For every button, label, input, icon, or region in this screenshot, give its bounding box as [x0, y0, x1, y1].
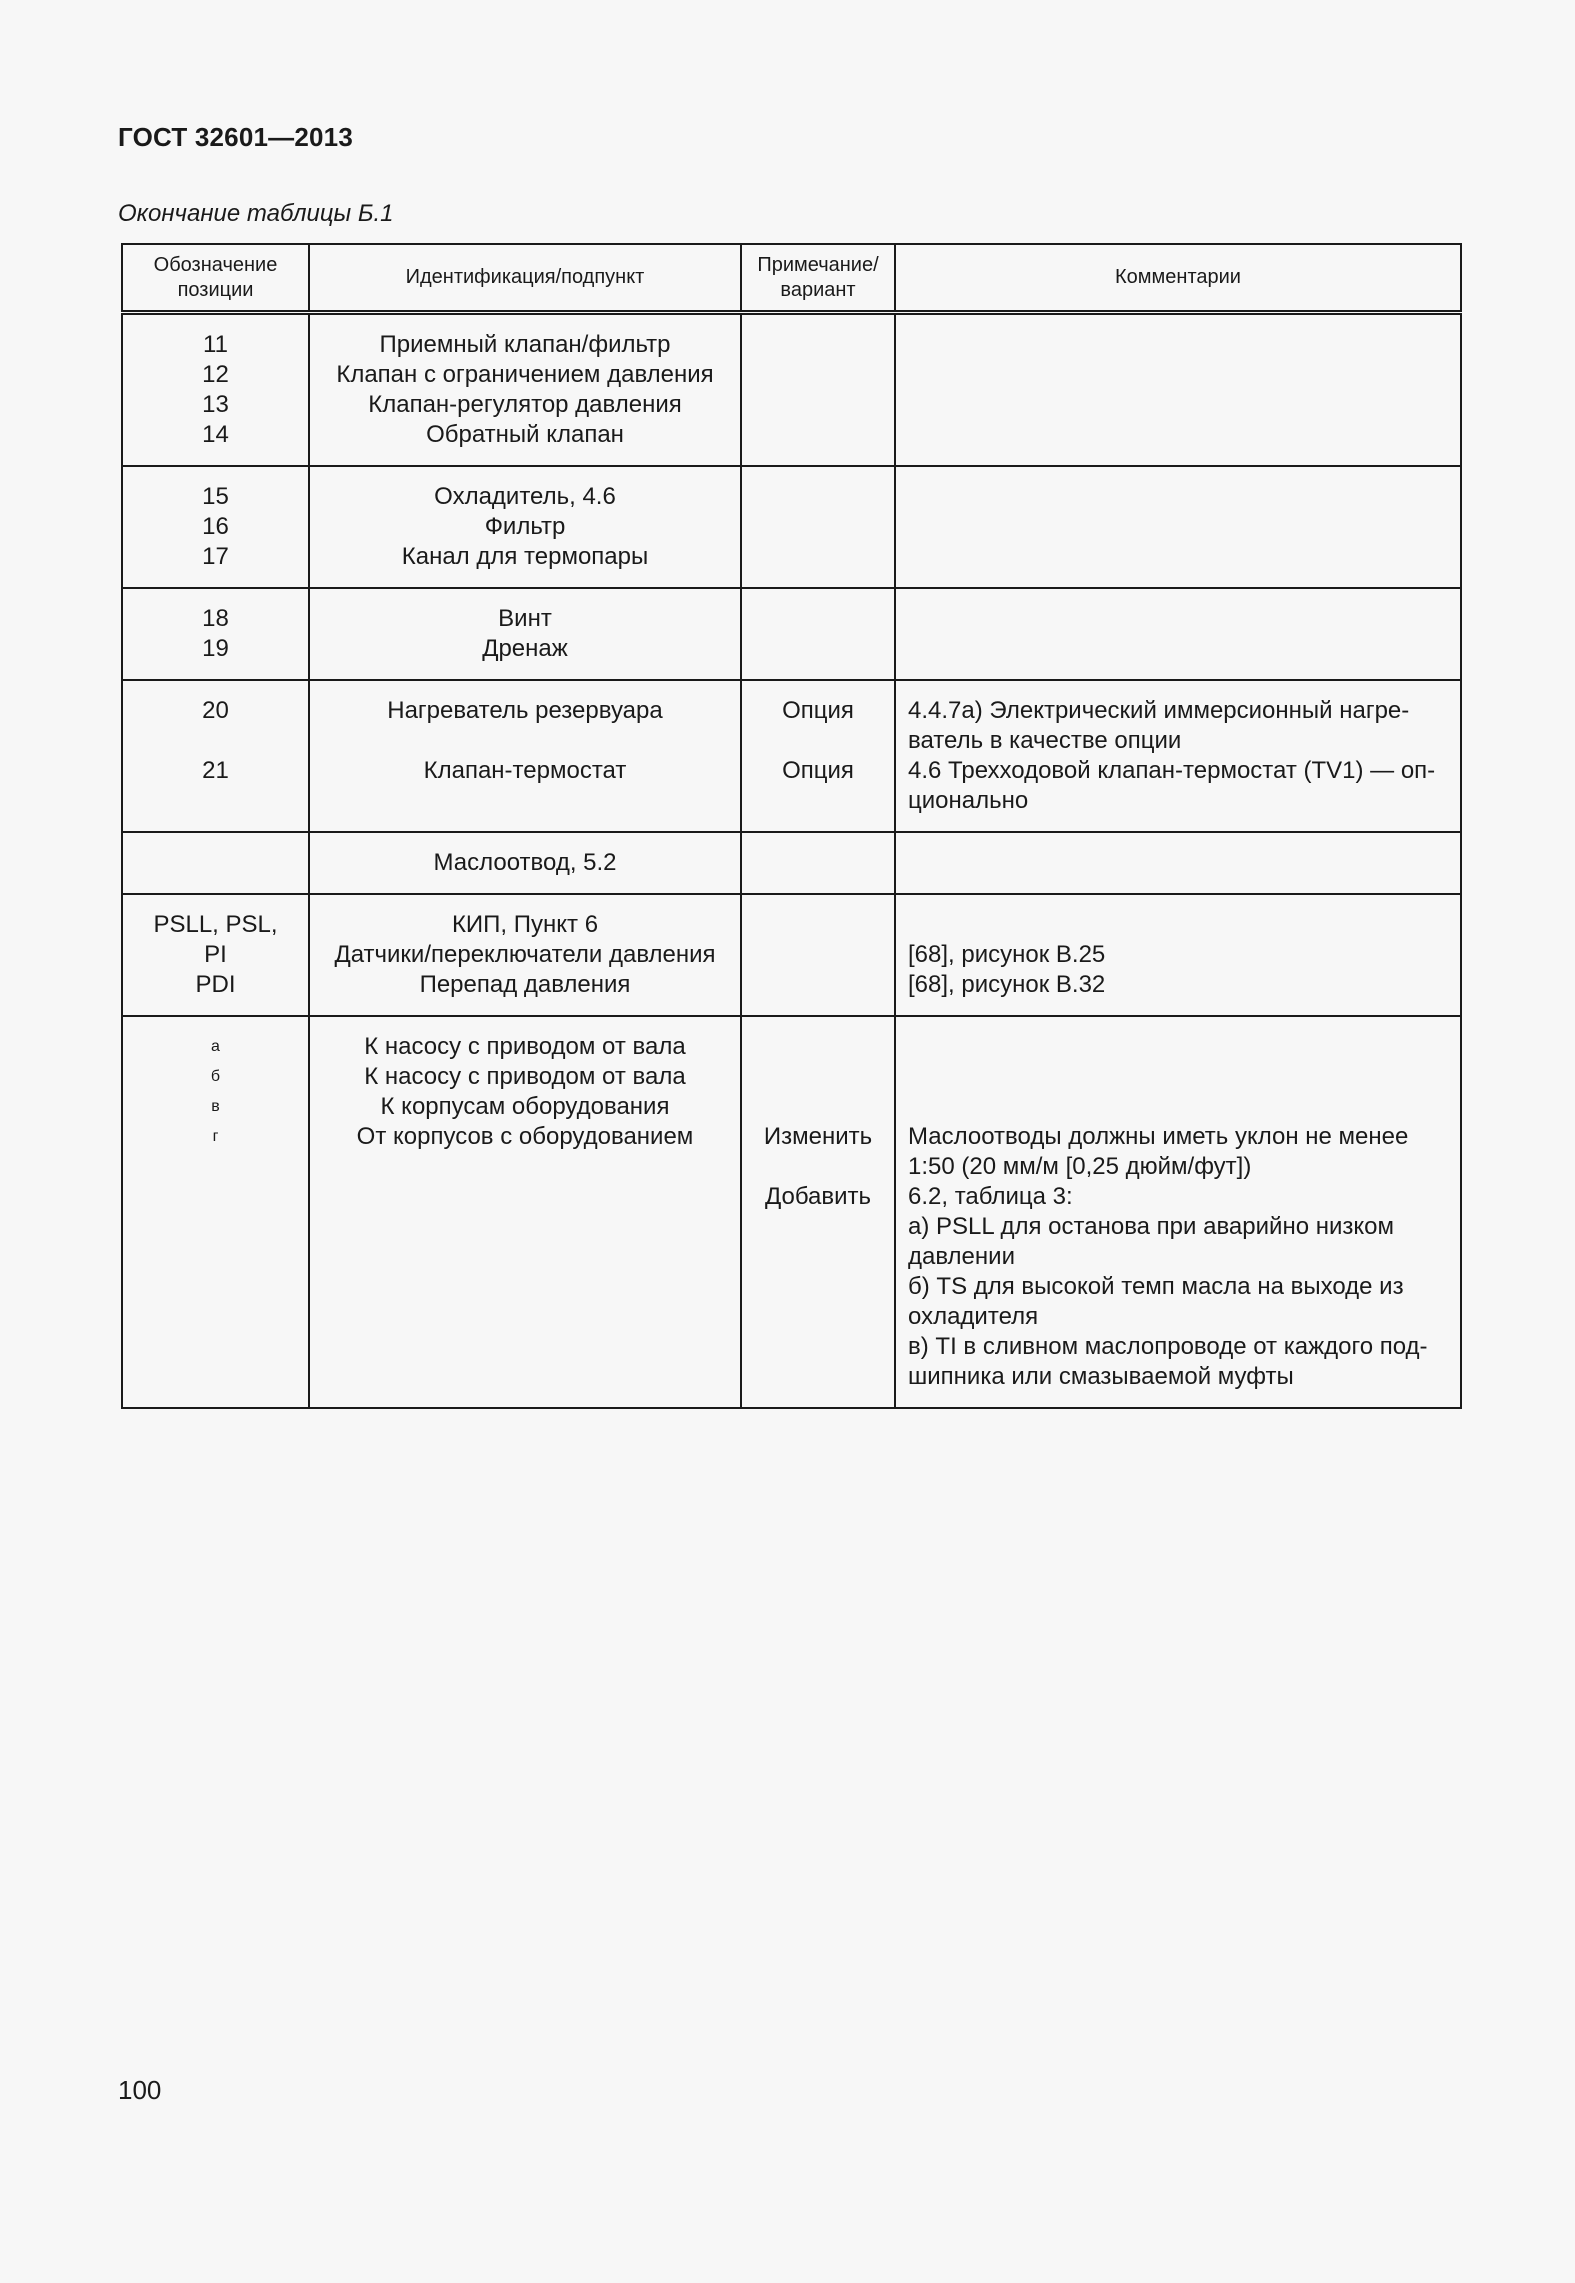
cell-line [908, 1092, 1448, 1122]
cell-note [741, 313, 895, 467]
cell-identification [309, 832, 741, 894]
cell-note [741, 466, 895, 588]
cell-line: [68], рисунок В.25 [908, 941, 1106, 968]
cell-line: Перепад давления [419, 971, 631, 998]
cell-line: Дренаж [482, 635, 568, 662]
header-note [741, 244, 895, 313]
cell-line: К насосу с приводом от вала [364, 1033, 686, 1060]
header-line: позиции [177, 278, 254, 301]
cell-position [122, 1016, 309, 1408]
cell-comment [895, 588, 1461, 680]
cell-line: а [211, 1038, 220, 1055]
cell-note [741, 588, 895, 680]
cell-line: 21 [202, 757, 229, 784]
cell-line: 18 [202, 605, 229, 632]
cell-line [742, 1152, 894, 1182]
cell-line: PSLL, PSL, [153, 911, 278, 938]
cell-line: 20 [202, 697, 229, 724]
cell-line: Приемный клапан/фильтр [379, 331, 671, 358]
cell-line: От корпусов с оборудованием [356, 1123, 694, 1150]
cell-line: Маслоотвод, 5.2 [433, 849, 617, 876]
cell-line: 12 [202, 361, 229, 388]
cell-line: 14 [202, 421, 229, 448]
cell-note [741, 680, 895, 832]
cell-position [122, 313, 309, 467]
cell-comment [895, 894, 1461, 1016]
cell-line: г [212, 1128, 219, 1145]
cell-identification [309, 588, 741, 680]
cell-identification [309, 894, 741, 1016]
document-header: ГОСТ 32601—2013 [118, 122, 353, 152]
header-position [122, 244, 309, 313]
cell-line [908, 910, 1448, 940]
cell-line: 19 [202, 635, 229, 662]
cell-line: Маслоотводы должны иметь уклон не менее [908, 1123, 1409, 1150]
cell-position [122, 588, 309, 680]
cell-line: 17 [202, 543, 229, 570]
header-identification [309, 244, 741, 313]
cell-line: К насосу с приводом от вала [364, 1063, 686, 1090]
cell-line: Охладитель, 4.6 [434, 483, 616, 510]
cell-comment [895, 680, 1461, 832]
cell-identification [309, 680, 741, 832]
cell-comment [895, 466, 1461, 588]
cell-line: Изменить [763, 1123, 873, 1150]
cell-line: 4.6 Трехходовой клапан-термостат (TV1) — оп- [908, 757, 1436, 784]
cell-line: Клапан-термостат [423, 757, 627, 784]
cell-line [908, 1032, 1448, 1062]
table-caption: Окончание таблицы Б.1 [118, 200, 394, 227]
cell-line [310, 726, 740, 756]
table-row [122, 894, 1461, 1016]
cell-line: в) TI в сливном маслопроводе от каждого под- [908, 1333, 1428, 1360]
table-row [122, 1016, 1461, 1408]
cell-line: ционально [908, 787, 1029, 814]
page-number: 100 [118, 2075, 162, 2105]
cell-comment [895, 313, 1461, 467]
cell-line: охладителя [908, 1303, 1039, 1330]
header-line: вариант [780, 278, 856, 301]
cell-comment [895, 832, 1461, 894]
cell-line: 11 [203, 331, 228, 358]
header-line: Обозначение [153, 253, 278, 276]
cell-comment [895, 1016, 1461, 1408]
cell-line: в [211, 1098, 220, 1115]
cell-line [908, 1062, 1448, 1092]
header-comments [895, 244, 1461, 313]
cell-line: 1:50 (20 мм/м [0,25 дюйм/фут]) [908, 1153, 1252, 1180]
table-row [122, 832, 1461, 894]
header-line: Идентификация/подпункт [405, 266, 645, 288]
cell-note [741, 894, 895, 1016]
cell-line: давлении [908, 1243, 1015, 1270]
cell-line: Датчики/переключатели давления [334, 941, 716, 968]
cell-line: шипника или смазываемой муфты [908, 1363, 1294, 1390]
cell-line [742, 1032, 894, 1062]
cell-position [122, 680, 309, 832]
cell-note [741, 832, 895, 894]
cell-line: Нагреватель резервуара [387, 697, 663, 724]
cell-position [122, 832, 309, 894]
table-row [122, 588, 1461, 680]
cell-identification [309, 466, 741, 588]
cell-line [123, 726, 308, 756]
cell-line: Клапан с ограничением давления [336, 361, 714, 388]
cell-line: 16 [202, 513, 229, 540]
cell-note [741, 1016, 895, 1408]
header-line: Комментарии [1115, 266, 1241, 288]
cell-line: Фильтр [484, 513, 566, 540]
cell-line: Обратный клапан [426, 421, 624, 448]
cell-line: 6.2, таблица 3: [908, 1183, 1073, 1210]
table-row [122, 680, 1461, 832]
cell-line: Опция [782, 697, 854, 724]
cell-line: 15 [202, 483, 229, 510]
cell-line: К корпусам оборудования [380, 1093, 670, 1120]
cell-line: б) TS для высокой темп масла на выходе из [908, 1273, 1404, 1300]
cell-line: PDI [195, 971, 236, 998]
cell-line: Клапан-регулятор давления [368, 391, 682, 418]
table-header-row [122, 244, 1461, 313]
cell-line: ватель в качестве опции [908, 727, 1182, 754]
table-row [122, 313, 1461, 467]
header-line: Примечание/ [757, 253, 879, 276]
cell-line: КИП, Пункт 6 [451, 911, 599, 938]
cell-position [122, 466, 309, 588]
cell-line: PI [204, 941, 227, 968]
cell-line: Канал для термопары [401, 543, 649, 570]
table-b1 [121, 243, 1462, 1409]
cell-line: 4.4.7а) Электрический иммерсионный нагре- [908, 697, 1410, 724]
cell-line: Винт [498, 605, 552, 632]
cell-line [742, 1092, 894, 1122]
cell-line: 13 [202, 391, 229, 418]
cell-line: б [210, 1068, 221, 1085]
cell-line: [68], рисунок В.32 [908, 971, 1106, 998]
cell-identification [309, 313, 741, 467]
cell-line: Добавить [764, 1183, 872, 1210]
cell-line [742, 1062, 894, 1092]
cell-line: а) PSLL для останова при аварийно низком [908, 1213, 1394, 1240]
cell-line [742, 726, 894, 756]
cell-position [122, 894, 309, 1016]
table-row [122, 466, 1461, 588]
cell-identification [309, 1016, 741, 1408]
cell-line: Опция [782, 757, 854, 784]
